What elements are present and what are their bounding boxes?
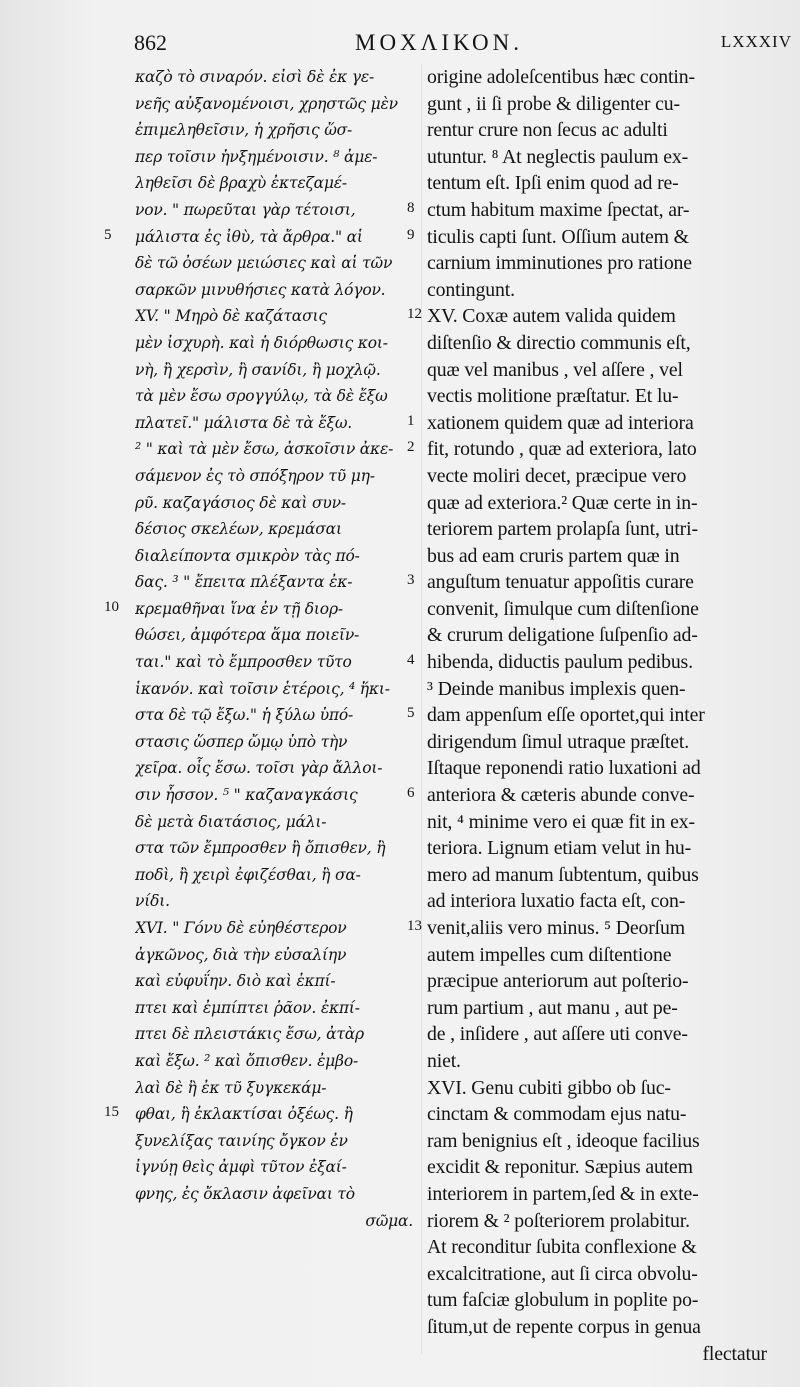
latin-line: teriorem partem prolapſa ſunt, utri-	[427, 518, 698, 541]
greek-line: στα τῶν ἔμπροσθεν ἢ ὄπισθεν, ἢ	[135, 839, 386, 858]
greek-line: περ τοῖσιν ἡνξημένοισιν. ⁸ ἀμε-	[135, 147, 378, 166]
latin-line: dam appenſum eſſe oportet,qui inter	[427, 704, 705, 727]
latin-line: autem impelles cum diſtentione	[427, 943, 672, 966]
latin-line: venit,aliis vero minus. ⁵ Deorſum	[427, 917, 685, 939]
latin-line: de , inſidere , aut aſſere uti conve-	[427, 1023, 688, 1046]
greek-line: δὲ μετὰ διατάσιος, μάλι-	[135, 812, 327, 831]
left-margin-line-number: 15	[104, 1104, 119, 1121]
greek-line: νον. " πωρεῦται γὰρ τέτοισι,	[135, 200, 356, 219]
greek-line: θώσει, ἀμφότερα ἅμα ποιεῖν-	[135, 626, 360, 645]
page-number: 862	[134, 30, 167, 55]
latin-line: riorem & ² poſteriorem prolabitur.	[427, 1209, 690, 1232]
greek-line: πτει δὲ πλειστάκις ἔσω, ἀτὰρ	[135, 1025, 364, 1044]
greek-line: ἐπιμεληθεῖσιν, ἡ χρῆσις ὥσ-	[135, 121, 353, 140]
latin-line: vecte moliri decet, præcipue vero	[427, 464, 687, 487]
right-margin-line-number: 13	[407, 918, 422, 935]
latin-line: utuntur. ⁸ At neglectis paulum ex-	[427, 145, 689, 168]
latin-line: XV. Coxæ autem valida quidem	[427, 305, 676, 328]
greek-line: τὰ μὲν ἔσω σρογγύλῳ, τὰ δὲ ἔξω	[135, 387, 388, 406]
greek-line: ποδὶ, ἢ χειρὶ ἐφιζέσθαι, ἢ σα-	[135, 865, 361, 884]
greek-line: μάλιστα ἐς ἰθὺ, τὰ ἄρθρα." αἱ	[135, 227, 363, 246]
latin-line: dirigendum ſimul utraque præſtet.	[427, 730, 690, 753]
greek-line: καὶ ἔξω. ² καὶ ὄπισθεν. ἐμβο-	[135, 1051, 358, 1070]
greek-line: δὲ τῶ ὀσέων μειώσιες καὶ αἱ τῶν	[135, 254, 393, 273]
greek-line: πλατεῖ." μάλιστα δὲ τὰ ἔξω.	[135, 413, 352, 432]
latin-line: ſitum,ut de repente corpus in genua	[427, 1315, 701, 1338]
latin-line: præcipue anteriorum aut poſterio-	[427, 970, 689, 993]
folio-number: LXXXIV	[720, 32, 792, 51]
latin-line: At reconditur ſubita conflexione &	[427, 1236, 697, 1259]
latin-line: niet.	[427, 1049, 461, 1072]
right-margin-line-number: 6	[407, 785, 415, 802]
latin-line: excidit & reponitur. Sæpius autem	[427, 1156, 693, 1179]
latin-line: bus ad eam cruris partem quæ in	[427, 544, 680, 567]
latin-line: quæ vel manibus , vel aſſere , vel	[427, 358, 683, 381]
latin-line: quæ ad exteriora.² Quæ certe in in-	[427, 491, 698, 514]
greek-line: νὴ, ἢ χερσὶν, ἢ σανίδι, ἢ μοχλῷ.	[135, 360, 381, 379]
greek-line: ρῦ. καζαγάσιος δὲ καὶ συν-	[135, 493, 346, 512]
latin-line: nit, ⁴ minime vero ei quæ fit in ex-	[427, 810, 695, 833]
greek-line: πτει καὶ ἐμπίπτει ῥᾶον. ἐκπί-	[135, 998, 360, 1017]
greek-line: σιν ἧσσον. ⁵ " καζαναγκάσις	[135, 786, 358, 805]
latin-line: ³ Deinde manibus implexis quen-	[427, 677, 686, 700]
greek-line: χεῖρα. οἷς ἔσω. τοῖσι γὰρ ἄλλοι-	[135, 759, 383, 778]
latin-line: ctum habitum maxime ſpectat, ar-	[427, 198, 690, 221]
latin-line: rentur crure non ſecus ac adulti	[427, 119, 668, 142]
greek-line: σάμενον ἐς τὸ σπόξηρον τῦ μη-	[135, 466, 375, 485]
greek-line: στασις ὥσπερ ὤμῳ ὑπὸ τὴν	[135, 732, 348, 751]
right-margin-line-number: 3	[407, 572, 415, 589]
greek-line: καζὸ τὸ σιναρόν. εἰσὶ δὲ ἐκ γε-	[135, 68, 374, 86]
latin-line: hibenda, diductis paulum pedibus.	[427, 651, 693, 674]
greek-line: νίδι.	[135, 892, 170, 911]
latin-line: ram benignius eſt , ideoque facilius	[427, 1129, 700, 1152]
left-margin-line-number: 5	[104, 226, 112, 243]
latin-line: mero ad manum ſubtentum, quibus	[427, 863, 699, 886]
right-margin-line-number: 4	[407, 652, 415, 669]
right-margin-line-number: 9	[407, 226, 415, 243]
greek-line: δας. ³ " ἔπειτα πλέξαντα ἐκ-	[135, 573, 353, 592]
greek-line: μὲν ἰσχυρὴ. καὶ ἡ διόρθωσις κοι-	[135, 333, 388, 352]
greek-line: στα δὲ τῷ ἔξω." ἡ ξύλω ὑπό-	[135, 706, 354, 725]
greek-line: φθαι, ἢ ἐκλακτίσαι ὀξέως. ἢ	[135, 1105, 353, 1124]
latin-line: xationem quidem quæ ad interiora	[427, 411, 694, 434]
greek-line: ται." καὶ τὸ ἔμπροσθεν τῦτο	[135, 653, 352, 672]
latin-line: anguſtum tenuatur appoſitis curare	[427, 571, 694, 594]
page-header	[120, 30, 792, 64]
column-gutter	[421, 64, 422, 1354]
greek-line: σαρκῶν μινυθήσιες κατὰ λόγον.	[135, 280, 386, 299]
greek-line: ² " καὶ τὰ μὲν ἔσω, ἀσκοῖσιν ἀκε-	[135, 440, 394, 459]
greek-line: νεῆς αὐξανομένοισι, χρηστῶς μὲν	[135, 94, 398, 113]
latin-line: convenit, ſimulque cum diſtenſione	[427, 597, 699, 620]
latin-line: & crurum deligatione ſuſpenſio ad-	[427, 624, 698, 647]
greek-line: διαλείποντα σμικρὸν τὰς πό-	[135, 546, 360, 565]
greek-line: καὶ εὐφυΐην. διὸ καὶ ἐκπί-	[135, 972, 336, 991]
latin-line: tum faſciæ globulum in poplite po-	[427, 1289, 699, 1312]
running-title: ΜΟΧΛΙΚΟΝ.	[355, 30, 524, 55]
greek-line: ληθεῖσι δὲ βραχὺ ἐκτεζαμέ-	[135, 174, 347, 193]
greek-line: XV. " Μηρὸ δὲ καζάτασις	[135, 307, 327, 326]
latin-line: contingunt.	[427, 278, 515, 301]
right-margin-line-number: 2	[407, 439, 415, 456]
greek-line: ἰγνύῃ θεὶς ἀμφὶ τῦτον ἐξαί-	[135, 1158, 347, 1177]
greek-line: δέσιος σκελέων, κρεμάσαι	[135, 520, 342, 539]
right-margin-line-number: 1	[407, 412, 415, 429]
latin-line: origine adoleſcentibus hæc contin-	[427, 66, 695, 88]
right-margin-line-number: 8	[407, 200, 415, 216]
latin-text-column	[427, 64, 767, 1367]
latin-line: ticulis capti ſunt. Oſſium autem &	[427, 225, 689, 248]
latin-line: tentum eſt. Ipſi enim quod ad re-	[427, 172, 679, 195]
greek-line: ξυνελίξας ταινίης ὄγκον ἐν	[135, 1131, 348, 1150]
latin-line: vectis molitione præſtatur. Et lu-	[427, 385, 679, 408]
latin-line: fit, rotundo , quæ ad exteriora, lato	[427, 438, 697, 461]
greek-line: XVI. " Γόνυ δὲ εὐηθέστερον	[135, 919, 347, 937]
latin-line: flectatur	[702, 1342, 767, 1365]
greek-line: κρεμαθῆναι ἵνα ἐν τῇ διορ-	[135, 599, 343, 618]
latin-line: interiorem in partem,ſed & in exte-	[427, 1182, 699, 1205]
latin-line: ad interiora luxatio facta eſt, con-	[427, 890, 686, 913]
left-margin-line-number: 10	[104, 599, 119, 615]
greek-line: φνης, ἐς ὄκλασιν ἀφεῖναι τὸ	[135, 1184, 355, 1203]
latin-line: diſtenſio & directio communis eſt,	[427, 331, 691, 354]
latin-line: excalcitratione, aut ſi circa obvolu-	[427, 1262, 698, 1285]
greek-line: ἱκανόν. καὶ τοῖσιν ἑτέροις, ⁴ ἥκι-	[135, 679, 390, 698]
right-margin-line-number: 5	[407, 705, 415, 722]
latin-line: carnium imminutiones pro ratione	[427, 252, 692, 275]
latin-line: rum partium , aut manu , aut pe-	[427, 996, 678, 1019]
latin-line: cinctam & commodam ejus natu-	[427, 1103, 687, 1126]
latin-line: Iſtaque reponendi ratio luxationi ad	[427, 757, 701, 780]
latin-line: XVI. Genu cubiti gibbo ob ſuc-	[427, 1076, 671, 1099]
latin-line: gunt , ii ſi probe & diligenter cu-	[427, 92, 680, 115]
greek-line: σῶμα.	[365, 1211, 413, 1230]
right-margin-line-number: 12	[407, 306, 422, 323]
latin-line: anteriora & cæteris abunde conve-	[427, 784, 695, 807]
greek-line: λαὶ δὲ ἢ ἐκ τῦ ξυγκεκάμ-	[135, 1078, 327, 1097]
latin-line: teriora. Lignum etiam velut in hu-	[427, 837, 692, 860]
greek-line: ἀγκῶνος, διὰ τὴν εὐσαλίην	[135, 945, 347, 964]
greek-text-column	[135, 64, 413, 1234]
